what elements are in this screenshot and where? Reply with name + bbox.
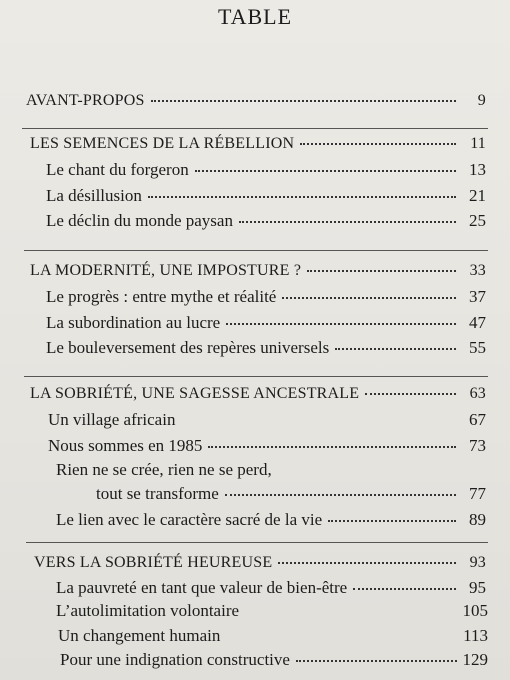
toc-heading-semences[interactable] — [30, 135, 486, 153]
dot-leader — [151, 100, 456, 102]
dot-leader — [225, 494, 456, 496]
entry-label: Le déclin du monde paysan — [46, 211, 233, 230]
entry-page: 55 — [469, 338, 486, 357]
toc-entry[interactable] — [46, 287, 486, 307]
dot-leader — [239, 221, 456, 223]
entry-label-line1: Rien ne se crée, rien ne se perd, — [56, 460, 272, 479]
toc-entry[interactable] — [56, 510, 486, 530]
section-divider — [24, 250, 488, 251]
entry-label: Nous sommes en 1985 — [48, 436, 203, 455]
heading-page: 93 — [469, 554, 486, 571]
toc-entry[interactable] — [48, 436, 486, 456]
entry-label: La subordination au lucre — [46, 313, 221, 332]
toc-entry[interactable] — [60, 650, 488, 670]
dot-leader — [296, 660, 457, 662]
page-title: TABLE — [217, 4, 293, 29]
dot-leader — [365, 393, 456, 395]
entry-page: 21 — [469, 186, 486, 205]
heading-page: 11 — [470, 135, 486, 152]
heading-label: LES SEMENCES DE LA RÉBELLION — [30, 135, 295, 152]
dot-leader — [300, 143, 456, 145]
entry-label: Le progrès : entre mythe et réalité — [46, 287, 277, 306]
heading-label: VERS LA SOBRIÉTÉ HEUREUSE — [34, 554, 273, 571]
dot-leader — [282, 297, 456, 299]
entry-label: Le chant du forgeron — [46, 160, 189, 179]
toc-entry[interactable] — [56, 578, 486, 598]
toc-entry[interactable] — [46, 160, 486, 180]
entry-page: 113 — [463, 626, 488, 645]
entry-label: AVANT-PROPOS — [26, 92, 145, 109]
entry-page: 67 — [469, 410, 486, 429]
toc-entry[interactable] — [58, 626, 488, 646]
entry-page: 9 — [477, 92, 486, 109]
entry-page: 37 — [469, 287, 486, 306]
entry-label: Un changement humain — [58, 626, 221, 645]
entry-label: La pauvreté en tant que valeur de bien-être — [56, 578, 348, 597]
dot-leader — [328, 520, 456, 522]
entry-label-line2: tout se transforme — [96, 484, 219, 503]
toc-entry[interactable] — [46, 211, 486, 231]
dot-leader — [195, 170, 456, 172]
dot-leader — [208, 446, 456, 448]
dot-leader — [148, 196, 456, 198]
entry-label: Le bouleversement des repères universels — [46, 338, 330, 357]
entry-page: 77 — [469, 484, 486, 503]
toc-entry[interactable] — [56, 601, 488, 621]
heading-page: 63 — [469, 385, 486, 402]
dot-leader — [307, 270, 456, 272]
toc-heading-modernite[interactable] — [30, 262, 486, 280]
dot-leader — [335, 348, 456, 350]
heading-label: LA MODERNITÉ, UNE IMPOSTURE ? — [30, 262, 302, 279]
toc-heading-sobriete[interactable] — [30, 385, 486, 403]
entry-page: 13 — [469, 160, 486, 179]
toc-heading-vers-sobriete[interactable] — [34, 554, 486, 572]
toc-entry[interactable] — [46, 338, 486, 358]
toc-entry[interactable] — [96, 484, 486, 504]
entry-page: 129 — [462, 650, 488, 669]
entry-page: 105 — [462, 601, 488, 620]
dot-leader — [353, 588, 456, 590]
toc-entry[interactable] — [46, 313, 486, 333]
entry-label: L’autolimitation volontaire — [56, 601, 240, 620]
toc-entry[interactable] — [48, 410, 486, 430]
entry-label: Pour une indignation constructive — [60, 650, 290, 669]
entry-page: 95 — [469, 578, 486, 597]
heading-page: 33 — [469, 262, 486, 279]
entry-page: 89 — [469, 510, 486, 529]
section-divider — [22, 128, 488, 129]
toc-entry[interactable] — [46, 186, 486, 206]
heading-label: LA SOBRIÉTÉ, UNE SAGESSE ANCESTRALE — [30, 385, 360, 402]
dot-leader — [226, 323, 456, 325]
entry-page: 25 — [469, 211, 486, 230]
section-divider — [26, 542, 488, 543]
section-divider — [24, 376, 488, 377]
entry-label: Un village africain — [48, 410, 176, 429]
entry-page: 73 — [469, 436, 486, 455]
dot-leader — [278, 562, 456, 564]
entry-label: La désillusion — [46, 186, 142, 205]
entry-label: Le lien avec le caractère sacré de la vie — [56, 510, 323, 529]
entry-page: 47 — [469, 313, 486, 332]
toc-entry-avant-propos[interactable] — [26, 92, 486, 110]
